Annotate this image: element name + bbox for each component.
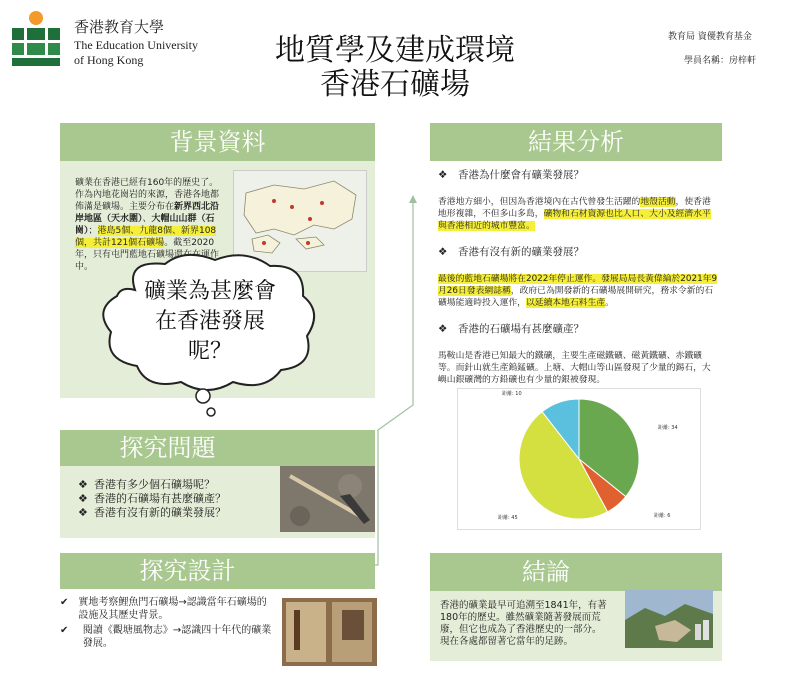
diamond-icon: ❖	[78, 492, 88, 505]
results-header-text: 結果分析	[528, 128, 624, 156]
diamond-icon: ❖	[438, 169, 448, 181]
diamond-icon: ❖	[78, 506, 88, 519]
list-item	[78, 506, 278, 520]
logo-en1: The Education University	[74, 38, 198, 52]
bg-p1-bold: 新界西北沿岸地區（天水圍）	[75, 202, 220, 224]
bg-p1-highlight: 港島5個、九龍8個、新界108個，共計121個石礦場	[75, 226, 217, 248]
design-header	[60, 553, 375, 589]
check-icon: ✔	[60, 597, 69, 608]
title-line1: 地質學及建成環境	[275, 33, 515, 68]
design-header-text: 探究設計	[139, 557, 236, 585]
results-a1a: 香港地方細小，但因為香港境內在古代曾發生活躍的	[438, 197, 641, 207]
results-a2-highlight: 最後的藍地石礦場將在2022年停止運作。發展局局長黃偉綸於2021年9月26日發表網誌稱	[438, 274, 718, 296]
inquiry-header	[60, 430, 375, 466]
design-item-2: 閱讀《觀塘風物志》→認識四十年代的礦業發展。	[82, 625, 272, 649]
conclusion-header-text: 結論	[522, 558, 570, 586]
results-q1	[438, 167, 718, 182]
title-line2: 香港石礦場	[320, 67, 470, 102]
bg-p1d: 。截至2020年，只有屯門藍地石礦場還在在運作中。	[75, 238, 220, 272]
results-a2	[438, 273, 718, 309]
background-header-text: 背景資料	[169, 128, 266, 156]
student-label: 學員名稱：房梓軒	[684, 56, 757, 66]
page-title	[230, 34, 560, 102]
pie-data-label: 距離: 10	[502, 391, 522, 397]
design-item-1: 實地考察鯉魚門石礦場→認識當年石礦場的設施及其歷史背景。	[78, 597, 267, 621]
diamond-icon: ❖	[78, 478, 88, 491]
pie-chart	[458, 389, 700, 529]
inquiry-item-1: 香港有多少個石礦場呢？	[94, 478, 215, 491]
results-q3-text: 香港的石礦場有甚麼礦產？	[458, 323, 584, 335]
results-a2b: ，政府已為開發新的石礦場展開研究，務求令新的石礦場能適時投入運作，	[438, 286, 714, 308]
results-a2-highlight2: 以延續本地石料生產	[525, 298, 606, 308]
diamond-icon: ❖	[438, 246, 448, 258]
bg-p1c: ；	[88, 226, 98, 236]
list-item	[78, 478, 278, 492]
results-q3	[438, 321, 718, 336]
background-header	[60, 123, 375, 161]
results-q1-text: 香港為什麼會有礦業發展？	[458, 169, 584, 181]
list-item	[78, 492, 278, 506]
results-a3: 馬鞍山是香港已知最大的鐵礦，主要生產磁鐵礦、磁黃鐵礦、赤鐵礦等。而針山就生產鎢錳礦。上塘、大帽山等山區發現了少量的錫石，大嶼山銀礦灣的方鉛礦也有少量的銀被發現。	[438, 351, 711, 385]
design-list	[60, 596, 275, 650]
results-a1	[438, 196, 718, 232]
results-q2	[438, 244, 718, 259]
inquiry-list	[78, 478, 278, 520]
pickaxe-image	[280, 466, 375, 532]
logo	[12, 10, 212, 70]
bubble-text: 礦業為甚麼會在香港發展呢？	[143, 279, 276, 364]
book-image	[282, 598, 377, 666]
bg-p1: 礦業在香港已經有160年的歷史了。作為內地花崗岩的來源，香港各地都佈滿是礦場。主要分布在	[75, 178, 220, 212]
inquiry-item-2: 香港的石礦場有甚麼礦產？	[94, 492, 226, 505]
inquiry-header-text: 探究問題	[119, 434, 216, 462]
fund-label: 教育局 資優教育基金	[668, 32, 752, 42]
flow-connector	[375, 195, 435, 595]
pie-chart-frame	[457, 388, 701, 530]
inquiry-item-3: 香港有沒有新的礦業發展？	[94, 506, 226, 519]
list-item	[60, 624, 275, 650]
list-item	[60, 596, 275, 622]
pie-data-label: 距離: 34	[658, 425, 678, 431]
bg-p1-bold2: 大帽山山群（石崗）	[75, 214, 215, 236]
pie-data-label: 距離: 45	[498, 515, 518, 521]
quarry-photo	[625, 590, 713, 648]
results-q2-text: 香港有沒有新的礦業發展？	[458, 246, 584, 258]
conclusion-text: 香港的礦業最早可追溯至1841年，有著180年的歷史。雖然礦業隨著發展而荒廢，但它也成為了香港歷史的一部分。現在各處都留著它當年的足跡。	[440, 600, 607, 647]
conclusion-header	[430, 553, 722, 591]
bg-p1b: 、	[142, 214, 152, 224]
results-content	[438, 167, 718, 386]
results-a2c: 。	[605, 298, 614, 308]
logo-cn: 香港教育大學	[74, 18, 165, 36]
results-a1-highlight: 地殼活動	[640, 197, 676, 207]
results-header	[430, 123, 722, 161]
pie-data-label: 距離: 6	[654, 513, 671, 519]
logo-mark-icon	[12, 10, 66, 68]
logo-en2: of Hong Kong	[74, 53, 144, 67]
results-a1b: ，使香港地形複雜，不但多山多島，	[438, 197, 711, 219]
diamond-icon: ❖	[438, 323, 448, 335]
results-a1-highlight2: 礦物和石材資源也比人口、大小及經濟水平與香港相近的城市豐富。	[438, 209, 711, 231]
check-icon: ✔	[60, 625, 69, 636]
